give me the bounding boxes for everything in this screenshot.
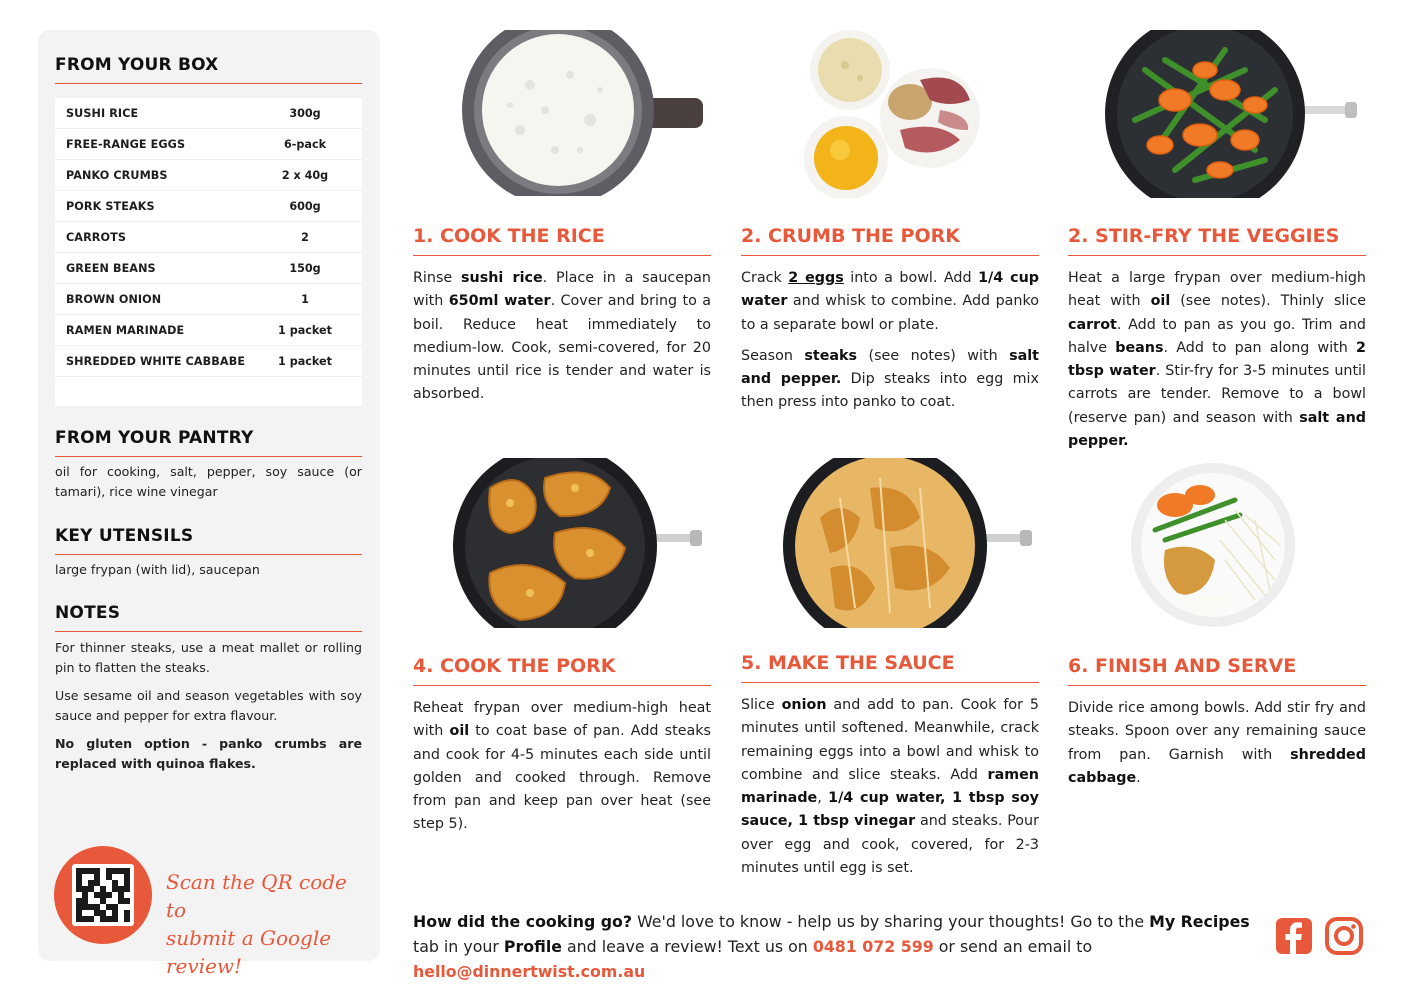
- step-emphasis: oil: [1150, 293, 1171, 310]
- step-text: Reheat frypan over medium-high heat with: [413, 700, 711, 740]
- step-3-title: 2. STIR-FRY THE VEGGIES: [1068, 225, 1366, 256]
- step-emphasis: salt and pepper.: [741, 347, 1039, 388]
- note-item: For thinner steaks, use a meat mallet or rolling pin to flatten the steaks.: [55, 640, 362, 675]
- step-emphasis: onion: [781, 697, 827, 713]
- feedback-text: or send an email to: [933, 937, 1093, 956]
- step-text: and add to pan. Cook for 5 minutes until softened. Meanwhile, crack remaining eggs into a bowl and whisk to combine and slice steaks. Add: [741, 697, 1039, 783]
- step-emphasis: beans: [1115, 339, 1164, 356]
- ingredient-row: [55, 315, 362, 346]
- ingredient-qty: 6-pack: [283, 137, 327, 151]
- feedback-question: How did the cooking go?: [413, 912, 633, 931]
- ingredient-name: BROWN ONION: [66, 292, 162, 306]
- step-2-title: 2. CRUMB THE PORK: [741, 225, 1039, 256]
- pantry-text: [55, 462, 362, 510]
- note-item-gluten: No gluten option - panko crumbs are replaced with quinoa flakes.: [55, 736, 362, 771]
- step-emphasis: 2 eggs: [788, 270, 844, 286]
- step-emphasis: shredded cabbage: [1068, 746, 1366, 786]
- rice-saucepan-photo: [460, 30, 705, 198]
- feedback-text: and leave a review! Text us on: [561, 937, 813, 956]
- ingredient-qty: 1 packet: [278, 323, 332, 337]
- step-paragraph: [741, 345, 1039, 415]
- step-paragraph: [413, 267, 711, 407]
- step-text: ,: [817, 790, 829, 807]
- utensils-text: [55, 560, 362, 588]
- qr-code[interactable]: [72, 864, 134, 926]
- step-emphasis: oil: [449, 723, 470, 740]
- step-paragraph: [1068, 267, 1366, 453]
- step-6-title: 6. FINISH AND SERVE: [1068, 655, 1366, 686]
- ingredient-row: [55, 129, 362, 160]
- step-1-body: [413, 267, 711, 415]
- ingredient-row: [55, 284, 362, 315]
- pantry-title: FROM YOUR PANTRY: [55, 428, 362, 457]
- step-paragraph: [741, 267, 1039, 337]
- step-text: Dip steaks into egg mix then press into panko to coat.: [741, 371, 1039, 411]
- step-4-body: [413, 697, 711, 845]
- ingredient-qty: 2 x 40g: [281, 168, 329, 182]
- step-emphasis: 1/4 cup water, 1 tbsp soy sauce, 1 tbsp vinegar: [741, 790, 1039, 830]
- ingredient-name: RAMEN MARINADE: [66, 323, 185, 337]
- step-text: . Stir-fry for 3-5 minutes until carrots are tender. Remove to a bowl (reserve pan) and season with: [1068, 363, 1367, 426]
- from-box-title: FROM YOUR BOX: [55, 55, 362, 84]
- step-emphasis: salt and pepper.: [1068, 409, 1366, 450]
- ingredient-row: [55, 253, 362, 284]
- step-text: Crack: [741, 270, 789, 286]
- step-emphasis: steaks: [804, 347, 858, 364]
- step-text: Season: [741, 347, 805, 364]
- ingredient-qty: 300g: [289, 106, 321, 120]
- email-link[interactable]: hello@dinnertwist.com.au: [413, 962, 646, 981]
- feedback-text: We'd love to know - help us by sharing your thoughts! Go to the: [632, 912, 1150, 931]
- step-5-title: 5. MAKE THE SAUCE: [741, 652, 1039, 683]
- step-text: to coat base of pan. Add steaks and cook for 4-5 minutes each side until golden and cooked through. Remove from pan and keep pan over heat (see step 5).: [413, 723, 711, 833]
- qr-caption-line: submit a Google review!: [166, 926, 332, 978]
- step-6-body: [1068, 697, 1366, 798]
- step-emphasis: 2 tbsp water: [1068, 339, 1366, 380]
- ingredient-row: [55, 160, 362, 191]
- ingredient-qty: 600g: [289, 199, 321, 213]
- facebook-icon[interactable]: [1275, 917, 1313, 955]
- instagram-icon[interactable]: [1325, 917, 1363, 955]
- serving-bowl-photo: [1125, 460, 1300, 630]
- step-text: Divide rice among bowls. Add stir fry and steaks. Spoon over any remaining sauce from pan. Garnish with: [1068, 700, 1366, 763]
- ingredient-row: [55, 98, 362, 129]
- ingredient-qty: 2: [301, 230, 309, 244]
- step-1-title: 1. COOK THE RICE: [413, 225, 711, 256]
- ingredient-qty: 1 packet: [278, 354, 332, 368]
- step-text: . Add to pan as you go. Trim and halve: [1068, 316, 1366, 356]
- feedback-text: tab in your: [413, 937, 504, 956]
- step-emphasis: ramen marinade: [741, 766, 1039, 807]
- ingredient-name: CARROTS: [66, 230, 126, 244]
- step-paragraph: [741, 694, 1039, 880]
- step-4-title: 4. COOK THE PORK: [413, 655, 711, 686]
- step-emphasis: 1/4 cup water: [741, 270, 1039, 310]
- ingredient-qty: 150g: [289, 261, 321, 275]
- ingredient-qty: 1: [301, 292, 309, 306]
- step-emphasis: carrot: [1068, 316, 1117, 333]
- my-recipes-link[interactable]: My Recipes: [1149, 912, 1250, 931]
- ingredient-name: SHREDDED WHITE CABBABE: [66, 354, 246, 368]
- pork-frypan-photo: [450, 458, 705, 628]
- qr-code-badge[interactable]: [54, 846, 152, 944]
- step-text: Rinse: [413, 270, 462, 286]
- step-text: . Add to pan along with: [1163, 339, 1357, 356]
- step-text: and steaks. Pour over egg and cook, covered, for 2-3 minutes until egg is set.: [741, 813, 1039, 877]
- phone-link[interactable]: 0481 072 599: [812, 937, 934, 956]
- note-item: Use sesame oil and season vegetables with soy sauce and pepper for extra flavour.: [55, 688, 362, 723]
- crumbing-bowls-photo: [800, 30, 985, 198]
- ingredient-name: PORK STEAKS: [66, 199, 155, 213]
- ingredient-name: GREEN BEANS: [66, 261, 156, 275]
- box-ingredients-table: [55, 98, 362, 406]
- veggies-frypan-photo: [1105, 30, 1360, 198]
- pantry-items: oil for cooking, salt, pepper, soy sauce (or tamari), rice wine vinegar: [55, 464, 362, 499]
- step-5-body: [741, 694, 1039, 888]
- profile-link[interactable]: Profile: [503, 937, 562, 956]
- qr-caption: [166, 868, 366, 980]
- step-emphasis: 650ml water: [448, 293, 551, 310]
- ingredient-name: PANKO CRUMBS: [66, 168, 168, 182]
- step-text: Heat a large frypan over medium-high heat with: [1068, 270, 1366, 310]
- step-text: and whisk to combine. Add panko to a separate bowl or plate.: [741, 293, 1039, 333]
- ingredient-row: [55, 346, 362, 377]
- sidebar: [38, 30, 380, 978]
- utensils-items: large frypan (with lid), saucepan: [55, 562, 260, 577]
- step-text: (see notes) with: [857, 347, 1010, 364]
- step-text: (see notes). Thinly slice: [1170, 293, 1366, 310]
- qr-module: [124, 916, 130, 922]
- step-paragraph: [1068, 697, 1366, 790]
- step-3-body: [1068, 267, 1366, 461]
- feedback-footer: [413, 909, 1263, 984]
- step-text: into a bowl. Add: [843, 270, 979, 286]
- step-emphasis: sushi rice: [461, 270, 543, 286]
- ingredient-name: FREE-RANGE EGGS: [66, 137, 186, 151]
- step-paragraph: [413, 697, 711, 837]
- notes-title: NOTES: [55, 603, 362, 632]
- step-text: . Cover and bring to a boil. Reduce heat immediately to medium-low. Cook, semi-covered, for 20 minutes until rice is tender and water is absorbed.: [413, 293, 711, 403]
- ingredient-name: SUSHI RICE: [66, 106, 139, 120]
- step-text: .: [1136, 769, 1141, 786]
- ingredient-row: [55, 222, 362, 253]
- sauce-frypan-photo: [780, 458, 1035, 628]
- qr-caption-line: Scan the QR code to: [166, 870, 347, 922]
- qr-code-pattern: [76, 868, 130, 922]
- notes-text: [55, 638, 362, 782]
- step-2-body: [741, 267, 1039, 423]
- step-text: Slice: [741, 697, 782, 713]
- step-text: . Place in a saucepan with: [413, 270, 711, 310]
- ingredient-row: [55, 191, 362, 222]
- utensils-title: KEY UTENSILS: [55, 526, 362, 555]
